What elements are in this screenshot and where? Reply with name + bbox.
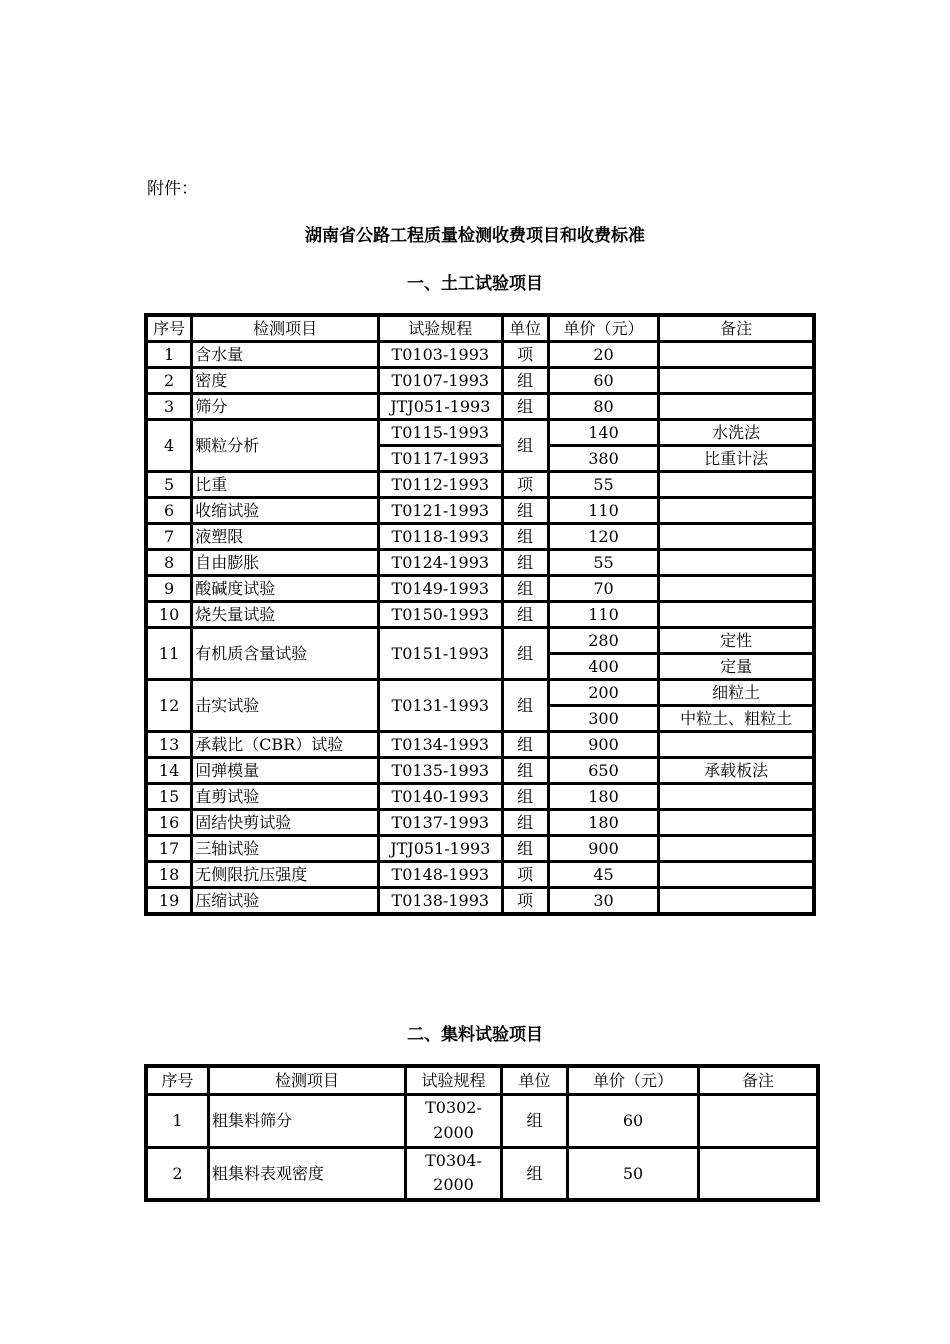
- unit-price: 60: [568, 1095, 698, 1147]
- test-spec: T0304-2000: [406, 1148, 501, 1200]
- unit-price: 110: [549, 602, 658, 627]
- table-row: [147, 1095, 817, 1147]
- row-number: 19: [147, 888, 191, 913]
- test-item: 有机质含量试验: [192, 628, 378, 679]
- row-number: 13: [147, 732, 191, 757]
- test-spec: T0121-1993: [379, 498, 502, 523]
- test-item: 比重: [192, 472, 378, 497]
- table-row: [147, 836, 813, 861]
- test-item: 回弹模量: [192, 758, 378, 783]
- row-number: 18: [147, 862, 191, 887]
- unit-price: 30: [549, 888, 658, 913]
- unit-price: 20: [549, 342, 658, 367]
- unit-price: 140: [549, 420, 658, 445]
- test-spec: JTJ051-1993: [379, 394, 502, 419]
- remark: 细粒土: [659, 680, 813, 705]
- row-number: 11: [147, 628, 191, 679]
- remark: 比重计法: [659, 446, 813, 471]
- row-number: 1: [147, 1095, 208, 1147]
- test-item: 直剪试验: [192, 784, 378, 809]
- test-item: 筛分: [192, 394, 378, 419]
- unit: 项: [503, 342, 548, 367]
- remark: [699, 1095, 817, 1147]
- test-item: 自由膨胀: [192, 550, 378, 575]
- row-number: 6: [147, 498, 191, 523]
- column-header: 备注: [659, 316, 813, 341]
- row-number: 10: [147, 602, 191, 627]
- column-header: 单价（元）: [568, 1067, 698, 1094]
- row-number: 3: [147, 394, 191, 419]
- unit: 组: [503, 498, 548, 523]
- test-item: 酸碱度试验: [192, 576, 378, 601]
- unit-price: 400: [549, 654, 658, 679]
- attachment-label: 附件：: [147, 179, 198, 199]
- test-spec: T0149-1993: [379, 576, 502, 601]
- remark: [659, 862, 813, 887]
- test-spec: T0112-1993: [379, 472, 502, 497]
- remark: [659, 732, 813, 757]
- unit-price: 900: [549, 732, 658, 757]
- remark: [659, 524, 813, 549]
- unit-price: 900: [549, 836, 658, 861]
- unit-price: 120: [549, 524, 658, 549]
- column-header: 试验规程: [379, 316, 502, 341]
- column-header: 检测项目: [209, 1067, 405, 1094]
- test-spec: T0115-1993: [379, 420, 502, 445]
- unit-price: 60: [549, 368, 658, 393]
- remark: [699, 1148, 817, 1200]
- unit: 组: [503, 420, 548, 471]
- aggregate-test-fee-table: [144, 1064, 820, 1202]
- header-row: [147, 1067, 817, 1094]
- unit: 项: [503, 472, 548, 497]
- test-spec: T0150-1993: [379, 602, 502, 627]
- table-row: [147, 524, 813, 549]
- unit-price: 650: [549, 758, 658, 783]
- test-spec: T0107-1993: [379, 368, 502, 393]
- unit-price: 110: [549, 498, 658, 523]
- row-number: 4: [147, 420, 191, 471]
- column-header: 检测项目: [192, 316, 378, 341]
- table-row: [147, 368, 813, 393]
- unit: 组: [503, 680, 548, 731]
- test-spec: T0124-1993: [379, 550, 502, 575]
- unit-price: 70: [549, 576, 658, 601]
- test-item: 密度: [192, 368, 378, 393]
- remark: 承载板法: [659, 758, 813, 783]
- column-header: 备注: [699, 1067, 817, 1094]
- row-number: 2: [147, 368, 191, 393]
- unit: 项: [503, 862, 548, 887]
- document-title: 湖南省公路工程质量检测收费项目和收费标准: [305, 226, 645, 246]
- column-header: 单价（元）: [549, 316, 658, 341]
- section2-title: 二、集料试验项目: [407, 1025, 543, 1045]
- remark: 定量: [659, 654, 813, 679]
- unit: 组: [502, 1148, 567, 1200]
- unit: 组: [503, 368, 548, 393]
- row-number: 2: [147, 1148, 208, 1200]
- unit-price: 200: [549, 680, 658, 705]
- unit-price: 80: [549, 394, 658, 419]
- test-item: 承载比（CBR）试验: [192, 732, 378, 757]
- unit: 组: [503, 758, 548, 783]
- table-row: [147, 732, 813, 757]
- remark: [659, 394, 813, 419]
- row-number: 12: [147, 680, 191, 731]
- row-number: 17: [147, 836, 191, 861]
- remark: [659, 498, 813, 523]
- table-row: [147, 342, 813, 367]
- remark: [659, 472, 813, 497]
- test-spec: T0140-1993: [379, 784, 502, 809]
- remark: [659, 784, 813, 809]
- column-header: 单位: [503, 316, 548, 341]
- test-spec: T0117-1993: [379, 446, 502, 471]
- header-row: [147, 316, 813, 341]
- remark: [659, 602, 813, 627]
- unit-price: 280: [549, 628, 658, 653]
- test-spec: T0103-1993: [379, 342, 502, 367]
- unit: 组: [503, 602, 548, 627]
- unit-price: 45: [549, 862, 658, 887]
- remark: [659, 342, 813, 367]
- test-spec: T0148-1993: [379, 862, 502, 887]
- column-header: 单位: [502, 1067, 567, 1094]
- unit: 项: [503, 888, 548, 913]
- table-row: [147, 810, 813, 835]
- unit-price: 300: [549, 706, 658, 731]
- test-item: 三轴试验: [192, 836, 378, 861]
- unit-price: 180: [549, 784, 658, 809]
- table-row: [147, 680, 813, 705]
- table-row: [147, 576, 813, 601]
- remark: [659, 888, 813, 913]
- test-item: 含水量: [192, 342, 378, 367]
- test-spec: T0135-1993: [379, 758, 502, 783]
- test-spec: T0134-1993: [379, 732, 502, 757]
- unit: 组: [502, 1095, 567, 1147]
- remark: [659, 550, 813, 575]
- table-row: [147, 784, 813, 809]
- unit: 组: [503, 836, 548, 861]
- test-item: 烧失量试验: [192, 602, 378, 627]
- unit: 组: [503, 732, 548, 757]
- table-row: [147, 602, 813, 627]
- test-item: 击实试验: [192, 680, 378, 731]
- remark: 中粒土、粗粒土: [659, 706, 813, 731]
- unit-price: 50: [568, 1148, 698, 1200]
- row-number: 14: [147, 758, 191, 783]
- row-number: 8: [147, 550, 191, 575]
- table-row: [147, 472, 813, 497]
- test-item: 粗集料表观密度: [209, 1148, 405, 1200]
- unit: 组: [503, 784, 548, 809]
- unit-price: 380: [549, 446, 658, 471]
- table-row: [147, 420, 813, 445]
- unit: 组: [503, 810, 548, 835]
- row-number: 9: [147, 576, 191, 601]
- test-item: 无侧限抗压强度: [192, 862, 378, 887]
- row-number: 7: [147, 524, 191, 549]
- test-spec: T0118-1993: [379, 524, 502, 549]
- test-spec: T0131-1993: [379, 680, 502, 731]
- test-spec: T0302-2000: [406, 1095, 501, 1147]
- remark: [659, 836, 813, 861]
- table-row: [147, 628, 813, 653]
- row-number: 16: [147, 810, 191, 835]
- remark: 定性: [659, 628, 813, 653]
- unit-price: 55: [549, 550, 658, 575]
- row-number: 5: [147, 472, 191, 497]
- test-item: 粗集料筛分: [209, 1095, 405, 1147]
- soil-test-fee-table: [144, 313, 816, 916]
- test-spec: T0151-1993: [379, 628, 502, 679]
- remark: [659, 576, 813, 601]
- test-spec: T0138-1993: [379, 888, 502, 913]
- remark: [659, 368, 813, 393]
- test-item: 压缩试验: [192, 888, 378, 913]
- table-row: [147, 550, 813, 575]
- column-header: 序号: [147, 316, 191, 341]
- table-row: [147, 1148, 817, 1200]
- table-row: [147, 498, 813, 523]
- row-number: 15: [147, 784, 191, 809]
- table-row: [147, 862, 813, 887]
- remark: 水洗法: [659, 420, 813, 445]
- unit-price: 180: [549, 810, 658, 835]
- unit: 组: [503, 628, 548, 679]
- table-row: [147, 758, 813, 783]
- remark: [659, 810, 813, 835]
- column-header: 试验规程: [406, 1067, 501, 1094]
- unit-price: 55: [549, 472, 658, 497]
- unit: 组: [503, 524, 548, 549]
- unit: 组: [503, 394, 548, 419]
- test-item: 固结快剪试验: [192, 810, 378, 835]
- table-row: [147, 394, 813, 419]
- test-item: 收缩试验: [192, 498, 378, 523]
- test-item: 液塑限: [192, 524, 378, 549]
- column-header: 序号: [147, 1067, 208, 1094]
- table-row: [147, 888, 813, 913]
- test-item: 颗粒分析: [192, 420, 378, 471]
- test-spec: JTJ051-1993: [379, 836, 502, 861]
- section1-title: 一、土工试验项目: [407, 274, 543, 294]
- unit: 组: [503, 550, 548, 575]
- unit: 组: [503, 576, 548, 601]
- row-number: 1: [147, 342, 191, 367]
- test-spec: T0137-1993: [379, 810, 502, 835]
